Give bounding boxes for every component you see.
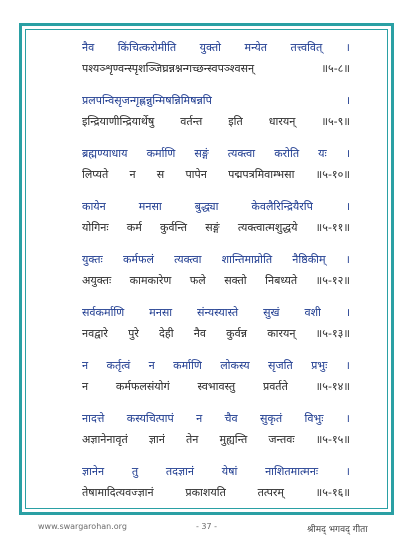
verse-word: ज्ञानं <box>148 433 165 446</box>
verse-word: युक्तः <box>82 253 103 266</box>
verse-word: त्यक्त्वा <box>174 253 202 266</box>
verse-word: कर्तृत्वं <box>106 359 131 372</box>
verse-word: । <box>345 306 350 319</box>
verse-word: कर्म <box>126 221 142 234</box>
verse-word: सक्तो <box>224 274 247 287</box>
verse-word: इति <box>228 115 243 128</box>
verse-word: निबध्यते <box>265 274 298 287</box>
verse-word: ज्ञानेन <box>82 465 105 478</box>
verse-word: कर्माणि <box>173 359 202 372</box>
verse-word: । <box>345 465 350 478</box>
verse-word: कस्यचित्पापं <box>126 412 174 425</box>
verse-word: सुकृतं <box>260 412 283 425</box>
verse-word: धारयन् <box>268 115 296 128</box>
verse-word: कुर्वन्न <box>226 327 248 340</box>
verse-word: नादत्ते <box>82 412 105 425</box>
verse-line-first <box>82 249 350 270</box>
verse-word: तत्त्ववित् <box>290 41 323 54</box>
verse-word: देही <box>159 327 174 340</box>
verse-line-second <box>82 482 350 503</box>
verse-word: तु <box>131 465 139 478</box>
verse-word: । <box>345 359 350 372</box>
verse-word: प्रभुः <box>311 359 328 372</box>
verse-line-first <box>82 408 350 429</box>
verse-word: अयुक्तः <box>82 274 112 287</box>
verse-word: सुखं <box>263 306 280 319</box>
verse-word: संन्यस्यास्ते <box>197 306 239 319</box>
verse-word: लोकस्य <box>220 359 250 372</box>
verse-line-second <box>82 323 350 344</box>
verse-word: योगिनः <box>82 221 109 234</box>
book-title: श्रीमद् भगवद् गीता <box>307 525 368 535</box>
verse-word: न <box>196 412 203 425</box>
verse-word: कायेन <box>82 200 106 213</box>
verse-word: त्यक्त्वा <box>227 147 256 160</box>
verse-word: मनसा <box>149 306 173 319</box>
verse-block <box>82 302 350 344</box>
verse-block <box>82 196 350 238</box>
verse-word: प्रलपन्विसृजन्गृह्णन्नुन्मिषन्निमिषन्नपि <box>82 94 212 107</box>
verse-word: स्वभावस्तु <box>197 380 236 393</box>
verse-line-first <box>82 302 350 323</box>
verse-word: ॥५-१०॥ <box>315 168 350 181</box>
verse-word: कर्मफलसंयोगं <box>115 380 170 393</box>
verse-word: सङ्गं <box>205 221 220 234</box>
verse-word: नाशितमात्मनः <box>265 465 319 478</box>
verse-word: । <box>345 147 350 160</box>
verse-word: तेन <box>186 433 199 446</box>
verse-block <box>82 37 350 79</box>
verse-word: वशी <box>304 306 321 319</box>
verse-word: फले <box>189 274 206 287</box>
verse-line-second <box>82 376 350 397</box>
verse-word: ॥५-१६॥ <box>315 486 350 499</box>
verse-word: पश्यञ्शृण्वन्स्पृशञ्जिघ्रन्नश्नन्गच्छन्स्वपञ्श्वसन् <box>82 62 255 75</box>
verse-word: शान्तिमाप्नोति <box>221 253 273 266</box>
verse-block <box>82 143 350 185</box>
verse-word: येषां <box>221 465 238 478</box>
verse-block <box>82 90 350 132</box>
verse-word: न <box>82 380 89 393</box>
verse-word: ॥५-११॥ <box>315 221 350 234</box>
verse-word: करोति <box>274 147 300 160</box>
verse-word: कर्माणि <box>146 147 176 160</box>
verse-word: युक्तो <box>199 41 222 54</box>
verse-word: चैव <box>224 412 238 425</box>
verse-block <box>82 355 350 397</box>
verse-word: नैव <box>82 41 95 54</box>
verse-word: मनसा <box>138 200 162 213</box>
verse-word: न <box>129 168 136 181</box>
verse-word: मुह्यन्ति <box>219 433 248 446</box>
verse-word: पद्मपत्रमिवाम्भसा <box>228 168 295 181</box>
verse-word: । <box>345 94 350 107</box>
verse-word: नैव <box>193 327 206 340</box>
verse-word: अज्ञानेनावृतं <box>82 433 128 446</box>
verse-word: ब्रह्मण्याधाय <box>82 147 128 160</box>
verse-line-first <box>82 143 350 164</box>
verse-word: पुरे <box>128 327 139 340</box>
verse-word: लिप्यते <box>82 168 109 181</box>
verse-line-second <box>82 429 350 450</box>
verse-word: केवलैरिन्द्रियैरपि <box>251 200 313 213</box>
verse-word: । <box>345 200 350 213</box>
verse-word: त्यक्त्वात्मशुद्धये <box>237 221 298 234</box>
verse-word: कर्मफलं <box>122 253 154 266</box>
verse-word: ॥५-१५॥ <box>315 433 350 446</box>
verse-word: नैष्ठिकीम् <box>292 253 326 266</box>
page-number: - 37 - <box>196 522 218 531</box>
verse-word: न <box>148 359 155 372</box>
verse-word: तत्परम् <box>257 486 284 499</box>
verse-word: पापेन <box>185 168 207 181</box>
verse-word: तदज्ञानं <box>165 465 194 478</box>
verse-word: ॥५-८॥ <box>321 62 350 75</box>
verse-line-second <box>82 270 350 291</box>
verse-word: स <box>156 168 165 181</box>
verse-word: । <box>345 412 350 425</box>
verse-block <box>82 461 350 503</box>
verse-word: वर्तन्त <box>180 115 203 128</box>
verse-word: मन्येत <box>244 41 267 54</box>
verse-word: नवद्वारे <box>82 327 108 340</box>
verse-line-second <box>82 217 350 238</box>
verse-word: किंचित्करोमीति <box>117 41 177 54</box>
verse-word: जन्तवः <box>268 433 295 446</box>
verse-word: तेषामादित्यवज्ज्ञानं <box>82 486 154 499</box>
verse-line-first <box>82 37 350 58</box>
verse-word: सर्वकर्माणि <box>82 306 125 319</box>
verse-word: कामकारेण <box>129 274 172 287</box>
verse-line-first <box>82 461 350 482</box>
verse-line-second <box>82 58 350 79</box>
verse-word: ॥५-१२॥ <box>315 274 350 287</box>
verse-word: इन्द्रियाणीन्द्रियार्थेषु <box>82 115 155 128</box>
verse-word: ॥५-१४॥ <box>315 380 350 393</box>
verse-word: कारयन् <box>267 327 296 340</box>
verse-word: कुर्वन्ति <box>159 221 188 234</box>
verse-line-first <box>82 90 350 111</box>
footer-website: www.swargarohan.org <box>38 522 127 531</box>
verse-word: । <box>345 253 350 266</box>
verse-line-first <box>82 196 350 217</box>
verse-word: विभुः <box>304 412 324 425</box>
verse-word: प्रवर्तते <box>262 380 288 393</box>
verse-block <box>82 408 350 450</box>
verse-line-second <box>82 164 350 185</box>
verse-word: यः <box>318 147 327 160</box>
verse-word: न <box>82 359 89 372</box>
verse-word: ॥५-९॥ <box>321 115 350 128</box>
verse-word: सृजति <box>268 359 293 372</box>
verse-line-first <box>82 355 350 376</box>
verse-line-second <box>82 111 350 132</box>
verse-word: प्रकाशयति <box>185 486 226 499</box>
verse-word: । <box>345 41 350 54</box>
verse-word: बुद्ध्या <box>194 200 219 213</box>
verse-word: ॥५-१३॥ <box>315 327 350 340</box>
verse-word: सङ्गं <box>194 147 209 160</box>
verse-block <box>82 249 350 291</box>
